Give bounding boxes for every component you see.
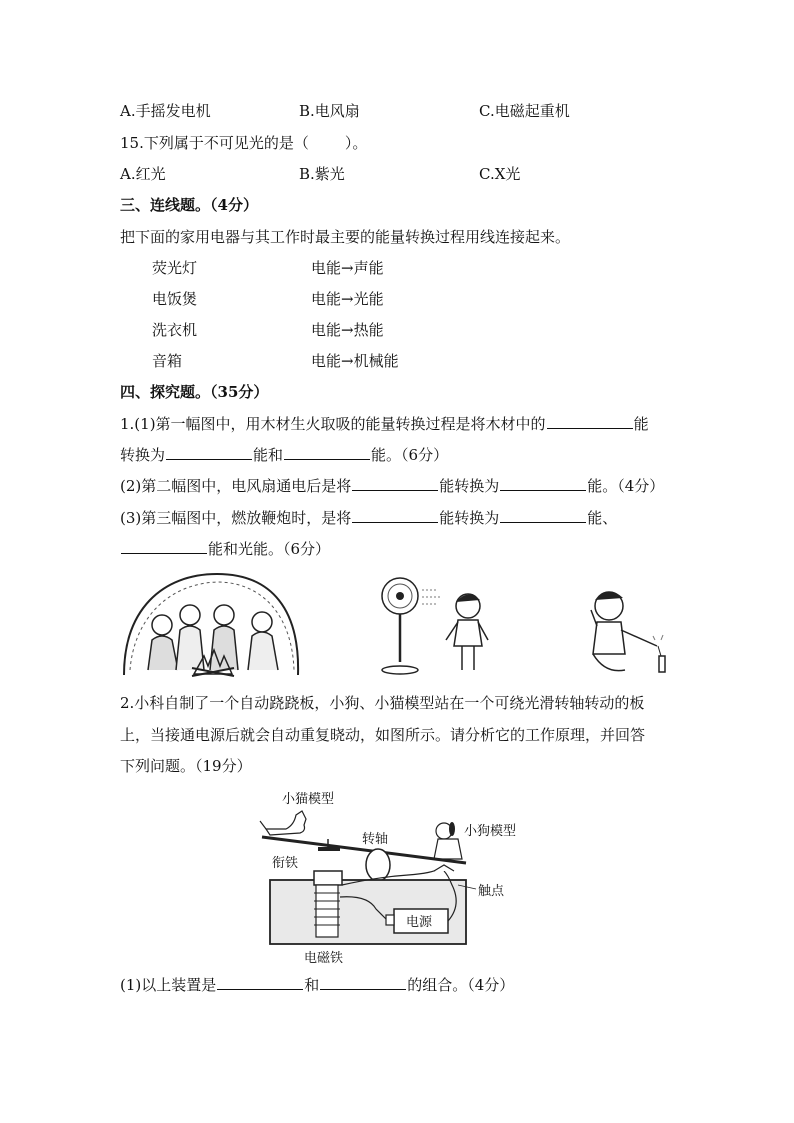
q2-sub1 bbox=[120, 975, 514, 995]
q1-line4-mid: 能转换为 bbox=[439, 509, 500, 527]
section4-heading: 四、探究题。（35分） bbox=[120, 383, 269, 401]
q2-line1: 2.小科自制了一个自动跷跷板，小狗、小猫模型站在一个可绕光滑转轴转动的板 bbox=[120, 694, 645, 712]
q1-line4-pre: (3)第三幅图中，燃放鞭炮时，是将 bbox=[120, 509, 352, 527]
answer-blank[interactable] bbox=[547, 414, 633, 429]
q1-line4 bbox=[120, 508, 617, 528]
firecracker-boy-illustration bbox=[575, 570, 675, 680]
q15-option-a: A.红光 bbox=[120, 165, 166, 183]
conversion-1[interactable]: 电能→声能 bbox=[311, 259, 384, 277]
q2-line3: 下列问题。（19分） bbox=[120, 757, 252, 775]
answer-blank[interactable] bbox=[217, 975, 303, 990]
section3-heading: 三、连线题。（4分） bbox=[120, 196, 258, 214]
q14-option-c: C.电磁起重机 bbox=[479, 102, 570, 120]
label-dog-model: 小狗模型 bbox=[464, 824, 517, 839]
conversion-3[interactable]: 电能→热能 bbox=[311, 321, 384, 339]
answer-blank[interactable] bbox=[500, 476, 586, 491]
fan-boy-illustration bbox=[378, 570, 498, 680]
answer-blank[interactable] bbox=[352, 476, 438, 491]
q1-line2 bbox=[120, 445, 448, 465]
q1-line4-post: 能、 bbox=[587, 509, 618, 527]
appliance-1[interactable]: 荧光灯 bbox=[152, 259, 198, 277]
answer-blank[interactable] bbox=[500, 508, 586, 523]
q1-line2-pre: 转换为 bbox=[120, 446, 166, 464]
q2-sub1-mid: 和 bbox=[304, 976, 320, 994]
q1-line1-pre: 1.(1)第一幅图中，用木材生火取吸的能量转换过程是将木材中的 bbox=[120, 415, 546, 433]
q14-option-a: A.手摇发电机 bbox=[120, 102, 211, 120]
q1-line1 bbox=[120, 414, 649, 434]
section3-instruction: 把下面的家用电器与其工作时最主要的能量转换过程用线连接起来。 bbox=[120, 228, 571, 246]
q1-line3-mid: 能转换为 bbox=[439, 477, 500, 495]
q1-line3-pre: (2)第二幅图中，电风扇通电后是将 bbox=[120, 477, 352, 495]
q15-option-b: B.紫光 bbox=[299, 165, 345, 183]
contact-point bbox=[434, 865, 454, 871]
armature bbox=[318, 847, 340, 851]
q1-line2-mid: 能和 bbox=[253, 446, 284, 464]
q15-option-c: C.X光 bbox=[479, 165, 521, 183]
q15-stem-pre: 15.下列属于不可见光的是（ bbox=[120, 134, 309, 152]
q1-line5-post: 能和光能。（6分） bbox=[208, 540, 331, 558]
dog-model-icon bbox=[434, 822, 462, 859]
q1-line5 bbox=[120, 539, 330, 559]
answer-blank[interactable] bbox=[352, 508, 438, 523]
q1-line2-post: 能。（6分） bbox=[371, 446, 449, 464]
answer-blank[interactable] bbox=[320, 975, 406, 990]
label-cat-model: 小猫模型 bbox=[282, 792, 335, 807]
label-power: 电源 bbox=[406, 915, 433, 930]
pivot-axis bbox=[366, 849, 390, 881]
q2-sub1-pre: (1)以上装置是 bbox=[120, 976, 217, 994]
conversion-2[interactable]: 电能→光能 bbox=[311, 290, 384, 308]
answer-blank[interactable] bbox=[284, 445, 370, 460]
seesaw-diagram bbox=[258, 785, 548, 970]
q2-line2: 上，当接通电源后就会自动重复晓动，如图所示。请分析它的工作原理，并回答 bbox=[120, 726, 646, 744]
q15-stem-post: ）。 bbox=[344, 134, 368, 152]
q15-stem bbox=[120, 133, 367, 153]
q1-line3-post: 能。（4分） bbox=[587, 477, 665, 495]
q1-line3 bbox=[120, 476, 664, 496]
q14-option-b: B.电风扇 bbox=[299, 102, 360, 120]
q1-line1-post: 能 bbox=[633, 415, 649, 433]
appliance-2[interactable]: 电饭煲 bbox=[152, 290, 198, 308]
answer-blank[interactable] bbox=[166, 445, 252, 460]
label-contact: 触点 bbox=[478, 884, 505, 899]
appliance-4[interactable]: 音箱 bbox=[152, 352, 183, 370]
appliance-3[interactable]: 洗衣机 bbox=[152, 321, 198, 339]
label-armature: 衔铁 bbox=[272, 856, 299, 871]
label-electromagnet: 电磁铁 bbox=[304, 951, 344, 966]
answer-blank[interactable] bbox=[121, 539, 207, 554]
cat-model-icon bbox=[260, 811, 306, 835]
q2-sub1-post: 的组合。（4分） bbox=[407, 976, 515, 994]
conversion-4[interactable]: 电能→机械能 bbox=[311, 352, 399, 370]
cave-fire-illustration bbox=[122, 570, 302, 680]
label-axis: 转轴 bbox=[362, 832, 389, 847]
